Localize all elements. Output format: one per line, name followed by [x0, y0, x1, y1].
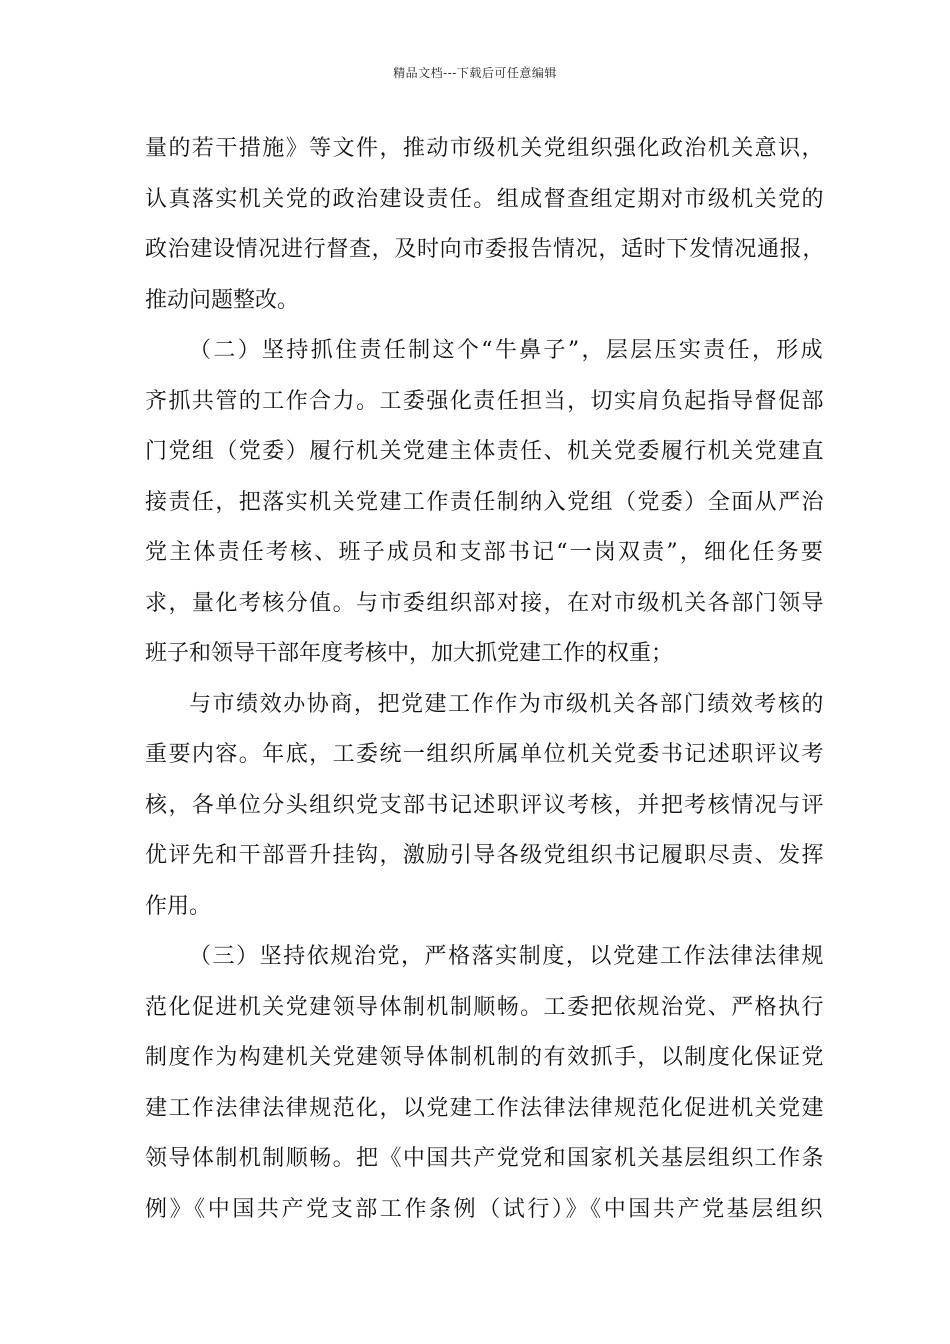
text-line: （二）坚持抓住责任制这个“牛鼻子”，层层压实责任，形成 [189, 338, 825, 363]
text-line: 接责任，把落实机关党建工作责任制纳入党组（党委）全面从严治 [145, 489, 825, 515]
text-line: 重要内容。年底，工委统一组织所属单位机关党委书记述职评议考 [145, 742, 825, 767]
text-line: 范化促进机关党建领导体制机制顺畅。工委把依规治党、严格执行 [145, 994, 825, 1020]
text-line: 求，量化考核分值。与市委组织部对接，在对市级机关各部门领导 [145, 590, 825, 616]
text-line: 制度作为构建机关党建领导体制机制的有效抓手，以制度化保证党 [145, 1045, 825, 1070]
page-header: 精品文档---下载后可任意编辑 [393, 66, 557, 80]
text-line: （三）坚持依规治党，严格落实制度，以党建工作法律法律规 [189, 944, 825, 969]
text-line: 政治建设情况进行督查，及时向市委报告情况，适时下发情况通报， [145, 237, 825, 262]
text-line: 党主体责任考核、班子成员和支部书记“一岗双责”，细化任务要 [145, 540, 826, 565]
text-line: 班子和领导干部年度考核中，加大抓党建工作的权重； [145, 641, 674, 666]
text-line: 作用。 [145, 893, 212, 919]
text-line: 建工作法律法律规范化，以党建工作法律法律规范化促进机关党建 [145, 1095, 825, 1121]
text-line: 量的若干措施》等文件，推动市级机关党组织强化政治机关意识， [145, 136, 825, 161]
text-line: 门党组（党委）履行机关党建主体责任、机关党委履行机关党建直 [145, 439, 825, 464]
text-line: 优评先和干部晋升挂钩，激励引导各级党组织书记履职尽责、发挥 [145, 843, 825, 868]
text-line: 齐抓共管的工作合力。工委强化责任担当，切实肩负起指导督促部 [145, 388, 825, 414]
text-line: 核，各单位分头组织党支部书记述职评议考核，并把考核情况与评 [145, 792, 825, 818]
text-line: 例》《中国共产党支部工作条例（试行）》《中国共产党基层组织 [145, 1196, 825, 1222]
text-line: 与市绩效办协商，把党建工作作为市级机关各部门绩效考核的 [189, 691, 825, 717]
text-line: 认真落实机关党的政治建设责任。组成督查组定期对市级机关党的 [145, 186, 825, 212]
text-line: 领导体制机制顺畅。把《中国共产党党和国家机关基层组织工作条 [145, 1146, 825, 1171]
text-line: 推动问题整改。 [145, 287, 300, 313]
body-text [145, 124, 825, 1235]
